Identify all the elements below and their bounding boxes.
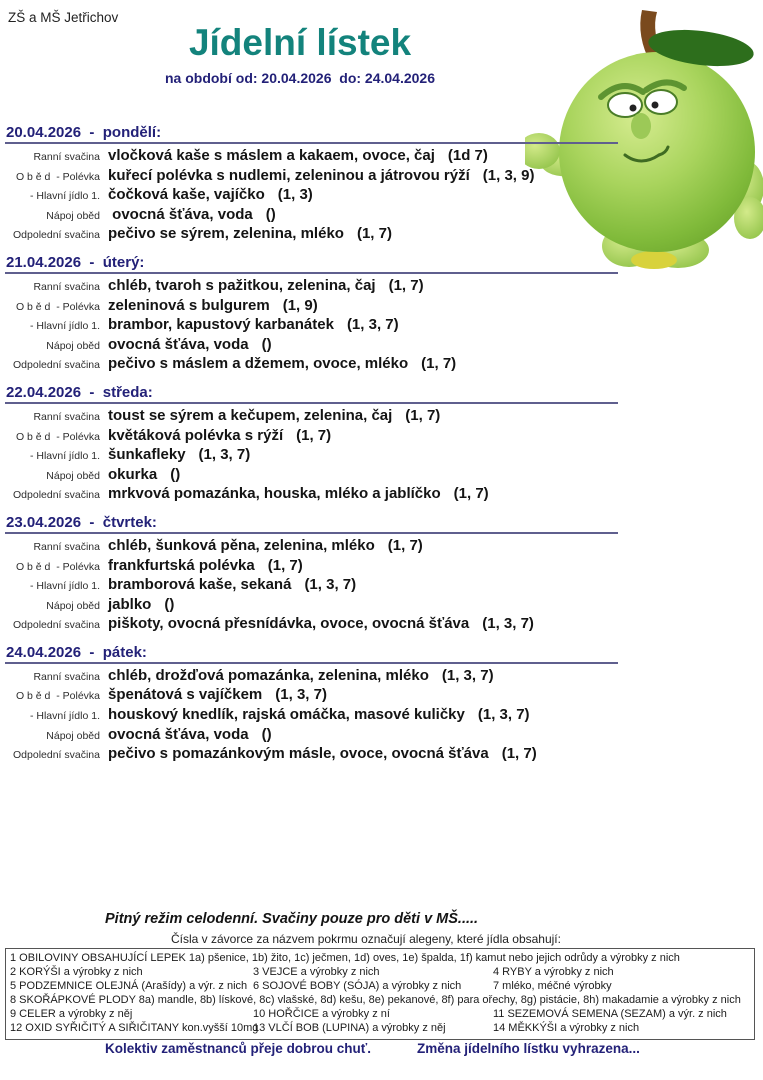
meal-type-label: - Hlavní jídlo 1. (29, 580, 100, 593)
allergen-codes: (1, 7) (453, 485, 489, 503)
meal-type-label: Odpolední svačina (13, 359, 100, 372)
allergen-row (10, 1021, 754, 1035)
allergen-codes: (1, 3, 7) (198, 446, 251, 464)
menu-row (0, 446, 763, 466)
meal-text: chléb, drožďová pomazánka, zelenina, mléko (108, 666, 429, 684)
menu-row (0, 407, 763, 427)
day-section (0, 254, 763, 375)
allergen-codes: (1, 7) (421, 355, 457, 373)
meal-type-label: O b ě d - Polévka (15, 690, 100, 703)
menu-row (0, 557, 763, 577)
meal-type-label: Ranní svačina (33, 410, 100, 423)
allergen-codes: (1, 3, 9) (482, 166, 535, 184)
allergen-codes: (1, 7) (356, 225, 392, 243)
day-rows (0, 144, 763, 245)
day-section (0, 384, 763, 505)
meal-type-label: O b ě d - Polévka (15, 300, 100, 313)
day-rows (0, 404, 763, 505)
allergen-codes: (1, 7) (267, 556, 303, 574)
meal-type-label: Nápoj oběd (46, 729, 100, 742)
meal-type-label: O b ě d - Polévka (15, 170, 100, 183)
meal-type-label: - Hlavní jídlo 1. (29, 450, 100, 463)
meal-type-label: Nápoj oběd (46, 209, 100, 222)
page-title: Jídelní lístek (188, 22, 412, 63)
meal-type-label: Ranní svačina (33, 280, 100, 293)
allergen-codes: (1, 3, 7) (304, 576, 357, 594)
menu-row (0, 225, 763, 245)
allergen-codes: () (261, 335, 272, 353)
allergen-cell: 2 KORÝŠI a výrobky z nich (10, 966, 143, 979)
allergen-row (10, 979, 754, 993)
meal-text: chléb, tvaroh s pažitkou, zelenina, čaj (108, 276, 376, 294)
day-section (0, 644, 763, 765)
allergen-cell: 5 PODZEMNICE OLEJNÁ (Arašídy) a výr. z nich (10, 980, 248, 993)
meal-text: květáková polévka s rýží (108, 426, 284, 444)
allergen-codes: () (265, 205, 276, 223)
day-rows (0, 534, 763, 635)
meal-text: okurka (108, 465, 158, 483)
allergen-cell: 7 mléko, méčné výrobky (493, 980, 612, 993)
meal-type-label: - Hlavní jídlo 1. (29, 190, 100, 203)
meal-text: mrkvová pomazánka, houska, mléko a jablíčko (108, 485, 441, 503)
menu-row (0, 485, 763, 505)
day-heading: 23.04.2026 - čtvrtek: (6, 513, 157, 531)
meal-type-label: Ranní svačina (33, 540, 100, 553)
allergen-cell: 14 MĚKKÝŠI a výrobky z nich (493, 1022, 640, 1035)
menu-row (0, 576, 763, 596)
allergen-cell: 4 RYBY a výrobky z nich (493, 966, 614, 979)
meal-type-label: O b ě d - Polévka (15, 560, 100, 573)
allergen-codes: (1, 3, 7) (346, 316, 399, 334)
meal-type-label: O b ě d - Polévka (15, 430, 100, 443)
meal-text: ovocná šťáva, voda (108, 725, 249, 743)
meal-text: brambor, kapustový karbanátek (108, 316, 334, 334)
menu-row (0, 667, 763, 687)
meal-type-label: Odpolední svačina (13, 749, 100, 762)
closing-wish: Kolektiv zaměstnanců přeje dobrou chuť. (105, 1041, 372, 1056)
allergen-intro: Čísla v závorce za názvem pokrmu označují alegeny, které jídla obsahují: (171, 932, 561, 946)
allergen-cell: 8 SKOŘÁPKOVÉ PLODY 8a) mandle, 8b) lískové, 8c) vlašské, 8d) kešu, 8e) pekanové, 8f) para ořechy, 8g) pistácie, 8h) makadamie a výrobky z nich (10, 994, 741, 1007)
day-section (0, 514, 763, 635)
meal-text: kuřecí polévka s nudlemi, zeleninou a játrovou rýží (108, 166, 470, 184)
meal-text: šunkafleky (108, 446, 186, 464)
meal-type-label: Ranní svačina (33, 151, 100, 163)
allergen-codes: (1, 3, 7) (482, 615, 534, 633)
meal-type-label: - Hlavní jídlo 1. (29, 320, 100, 333)
meal-type-label: Nápoj oběd (46, 339, 100, 352)
day-heading: 20.04.2026 - pondělí: (6, 124, 162, 141)
allergen-cell: 11 SEZEMOVÁ SEMENA (SEZAM) a výr. z nich (493, 1008, 727, 1021)
allergen-row (10, 1007, 754, 1021)
meal-text: špenátová s vajíčkem (108, 686, 263, 704)
menu-row (0, 745, 763, 765)
allergen-cell: 1 OBILOVINY OBSAHUJÍCÍ LEPEK 1a) pšenice, 1b) žito, 1c) ječmen, 1d) oves, 1e) špalda, 1f) kamut nebo jejich odrůdy a výrobky z nich (10, 952, 680, 964)
menu-row (0, 297, 763, 317)
meal-text: ovocná šťáva, voda (108, 335, 249, 353)
day-heading: 21.04.2026 - úterý: (6, 253, 145, 271)
menu-row (0, 686, 763, 706)
allergen-codes: (1, 3, 7) (477, 706, 530, 724)
allergen-codes: (1, 3, 7) (441, 666, 494, 684)
menu-row (0, 186, 763, 206)
meal-type-label: Odpolední svačina (13, 619, 100, 632)
menu-row (0, 336, 763, 356)
meal-text: pečivo se sýrem, zelenina, mléko (108, 225, 344, 243)
allergen-row (10, 965, 754, 979)
menu-row (0, 615, 763, 635)
allergen-row (10, 951, 754, 965)
day-rows (0, 274, 763, 375)
allergen-codes: (1d 7) (447, 147, 488, 164)
allergen-codes: (1, 7) (388, 276, 424, 294)
meal-text: zeleninová s bulgurem (108, 296, 270, 314)
closing-disclaimer: Změna jídelního lístku vyhrazena... (417, 1041, 640, 1056)
allergen-cell: 6 SOJOVÉ BOBY (SÓJA) a výrobky z nich (253, 980, 462, 993)
meal-type-label: Odpolední svačina (13, 489, 100, 502)
day-section (0, 124, 763, 245)
meal-text: jablko (108, 595, 152, 613)
allergen-codes: () (261, 725, 272, 743)
menu-row (0, 147, 763, 167)
closing-line (105, 1041, 640, 1056)
allergen-codes: (1, 7) (405, 406, 441, 424)
meal-text: frankfurtská polévka (108, 556, 255, 574)
allergen-codes: (1, 7) (501, 745, 537, 763)
day-heading: 22.04.2026 - středa: (6, 383, 153, 401)
meal-text: čočková kaše, vajíčko (108, 186, 265, 204)
meal-text: ovocná šťáva, voda (108, 205, 253, 223)
allergen-codes: () (170, 465, 181, 483)
meal-text: toust se sýrem a kečupem, zelenina, čaj (108, 406, 393, 424)
meal-type-label: - Hlavní jídlo 1. (29, 710, 100, 723)
menu-row (0, 277, 763, 297)
menu-row (0, 355, 763, 375)
meal-type-label: Nápoj oběd (46, 469, 100, 482)
meal-text: bramborová kaše, sekaná (108, 576, 292, 594)
day-rows (0, 664, 763, 765)
meal-type-label: Odpolední svačina (13, 229, 100, 242)
meal-type-label: Nápoj oběd (46, 599, 100, 612)
menu-row (0, 206, 763, 226)
menu-row (0, 537, 763, 557)
allergen-codes: (1, 9) (282, 296, 318, 314)
school-name: ZŠ a MŠ Jetřichov (8, 10, 119, 25)
allergen-codes: (1, 3) (277, 186, 313, 204)
menu-row (0, 167, 763, 187)
allergen-cell: 13 VLČÍ BOB (LUPINA) a výrobky z něj (253, 1022, 446, 1035)
day-heading: 24.04.2026 - pátek: (6, 643, 147, 661)
menu-row (0, 726, 763, 746)
allergen-cell: 9 CELER a výrobky z něj (10, 1008, 133, 1021)
meal-text: vločková kaše s máslem a kakaem, ovoce, čaj (108, 147, 435, 164)
menu-row (0, 316, 763, 336)
allergen-cell: 10 HOŘČICE a výrobky z ní (253, 1008, 390, 1021)
meal-type-label: Ranní svačina (33, 670, 100, 683)
menu-days (0, 124, 763, 774)
menu-row (0, 466, 763, 486)
allergen-codes: (1, 7) (387, 536, 423, 554)
menu-period: na období od: 20.04.2026 do: 24.04.2026 (165, 70, 435, 86)
allergen-codes: (1, 7) (296, 426, 332, 444)
allergen-codes: (1, 3, 7) (275, 686, 327, 704)
drinking-regime-note: Pitný režim celodenní. Svačiny pouze pro děti v MŠ..... (105, 911, 479, 927)
meal-text: piškoty, ovocná přesnídávka, ovoce, ovocná šťáva (108, 615, 470, 633)
meal-text: pečivo s máslem a džemem, ovoce, mléko (108, 355, 409, 373)
allergen-cell: 3 VEJCE a výrobky z nich (253, 966, 380, 979)
menu-row (0, 596, 763, 616)
meal-text: chléb, šunková pěna, zelenina, mléko (108, 536, 375, 554)
menu-row (0, 706, 763, 726)
meal-text: houskový knedlík, rajská omáčka, masové kuličky (108, 706, 465, 724)
allergen-codes: () (164, 595, 175, 613)
menu-row (0, 427, 763, 447)
meal-text: pečivo s pomazánkovým másle, ovoce, ovocná šťáva (108, 745, 489, 763)
allergen-row (10, 993, 754, 1007)
allergen-cell: 12 OXID SYŘIČITÝ A SIŘIČITANY kon.vyšší 10mg (10, 1022, 259, 1035)
allergen-table (5, 948, 755, 1040)
